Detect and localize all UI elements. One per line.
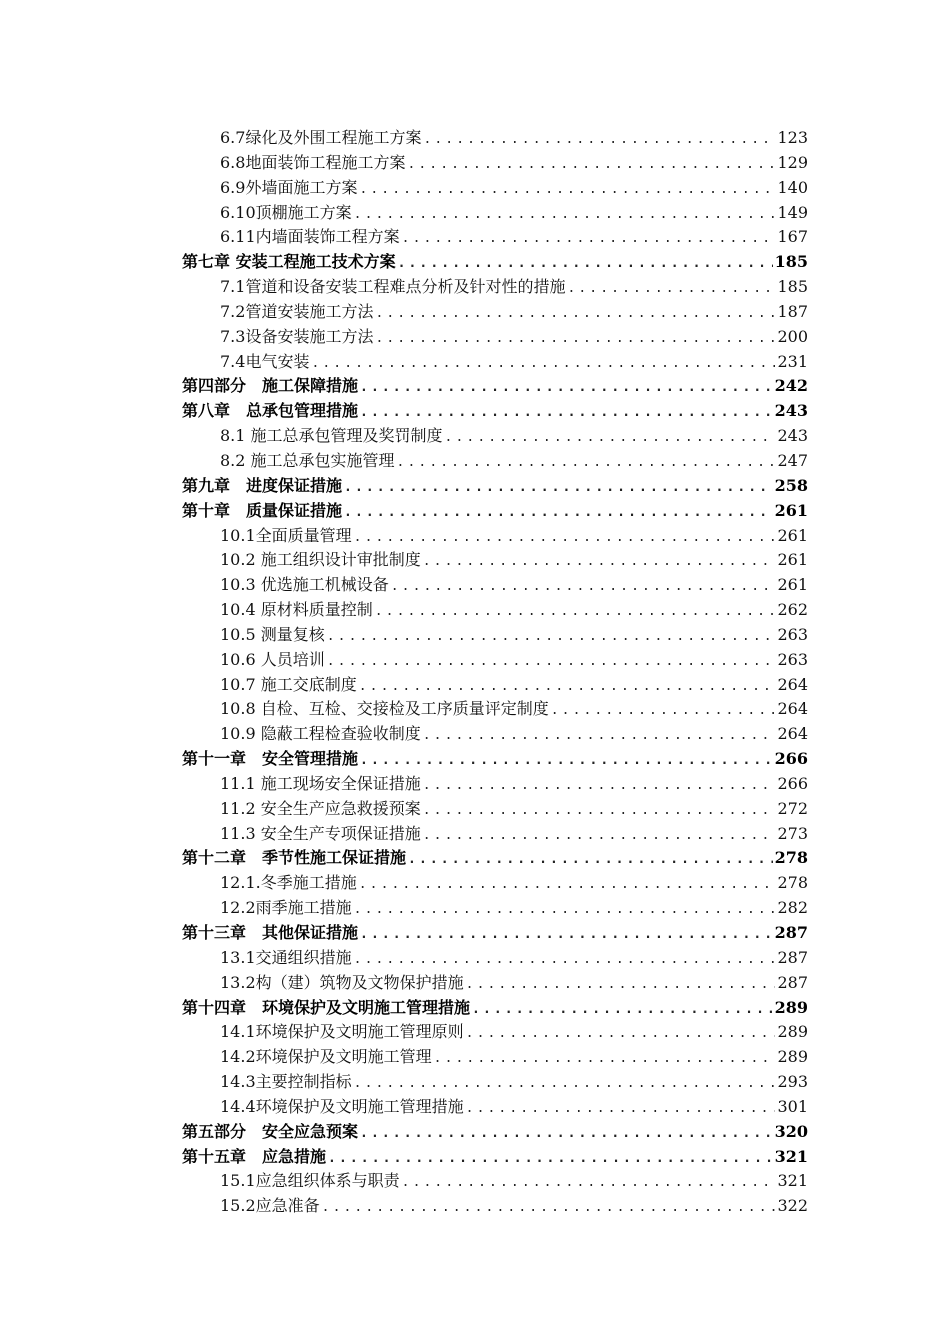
toc-dot-leader xyxy=(360,923,773,948)
toc-entry-title: 6.7绿化及外围工程施工方案 xyxy=(220,128,422,147)
toc-dot-leader xyxy=(423,550,776,575)
toc-dot-leader xyxy=(402,1171,776,1196)
toc-entry-title: 第七章 安装工程施工技术方案 xyxy=(182,252,396,272)
toc-dot-leader xyxy=(423,824,776,849)
toc-section-entry[interactable] xyxy=(182,946,808,971)
toc-section-entry[interactable] xyxy=(182,1169,808,1194)
toc-page-number: 231 xyxy=(777,351,808,371)
toc-entry-title: 7.1管道和设备安装工程难点分析及针对性的措施 xyxy=(220,277,566,297)
toc-entry-title: 6.9外墙面施工方案 xyxy=(220,177,358,197)
toc-page-number: 266 xyxy=(777,773,808,793)
toc-page-number: 320 xyxy=(774,1121,808,1141)
toc-dot-leader xyxy=(354,898,776,923)
toc-dot-leader xyxy=(354,526,776,551)
toc-section-entry[interactable] xyxy=(182,722,808,747)
toc-entry-title: 12.2雨季施工措施 xyxy=(220,898,352,918)
toc-page-number: 264 xyxy=(777,674,808,694)
toc-entry-title: 10.8 自检、互检、交接检及工序质量评定制度 xyxy=(220,699,549,719)
toc-entry-title: 6.10顶棚施工方案 xyxy=(220,202,352,222)
toc-page-number: 247 xyxy=(777,450,808,470)
toc-entry-title: 15.1应急组织体系与职责 xyxy=(220,1171,400,1191)
toc-section-entry[interactable] xyxy=(182,524,808,549)
toc-dot-leader xyxy=(551,699,776,724)
toc-page-number: 261 xyxy=(777,525,808,545)
toc-dot-leader xyxy=(391,575,776,600)
toc-entry-title: 14.3主要控制指标 xyxy=(220,1072,352,1092)
toc-page-number: 243 xyxy=(777,426,808,446)
toc-page-number: 187 xyxy=(777,301,808,321)
toc-dot-leader xyxy=(407,153,775,178)
toc-page-number: 264 xyxy=(777,699,808,719)
toc-page-number: 258 xyxy=(774,475,808,495)
toc-dot-leader xyxy=(360,401,773,426)
toc-page-number: 149 xyxy=(777,202,808,222)
toc-entry-title: 7.2管道安装施工方法 xyxy=(220,301,374,321)
toc-page-number: 278 xyxy=(774,848,808,868)
toc-entry-title: 10.3 优选施工机械设备 xyxy=(220,575,389,595)
toc-entry-title: 10.7 施工交底制度 xyxy=(220,674,357,694)
toc-page-number: 167 xyxy=(777,227,808,247)
toc-section-entry[interactable] xyxy=(182,225,808,250)
toc-chapter-entry[interactable] xyxy=(182,499,808,524)
toc-dot-leader xyxy=(408,848,773,873)
toc-chapter-entry[interactable] xyxy=(182,250,808,275)
toc-entry-title: 11.1 施工现场安全保证措施 xyxy=(220,773,421,793)
toc-chapter-entry[interactable] xyxy=(182,747,808,772)
toc-dot-leader xyxy=(402,227,776,252)
toc-dot-leader xyxy=(360,749,773,774)
toc-dot-leader xyxy=(360,1122,773,1147)
toc-entry-title: 6.8地面装饰工程施工方案 xyxy=(220,152,406,172)
toc-entry-title: 7.3设备安装施工方法 xyxy=(220,326,374,346)
toc-dot-leader xyxy=(567,277,775,302)
toc-entry-title: 10.2 施工组织设计审批制度 xyxy=(220,550,421,570)
toc-dot-leader xyxy=(344,501,773,526)
toc-chapter-entry[interactable] xyxy=(182,474,808,499)
toc-page-number: 140 xyxy=(777,177,808,197)
toc-dot-leader xyxy=(397,451,776,476)
toc-section-entry[interactable] xyxy=(182,176,808,201)
toc-entry-title: 14.2环境保护及文明施工管理 xyxy=(220,1047,432,1067)
toc-entry-title: 7.4电气安装 xyxy=(220,351,310,371)
toc-chapter-entry[interactable] xyxy=(182,846,808,871)
toc-entry-title: 8.2 施工总承包实施管理 xyxy=(220,450,395,470)
toc-page-number: 266 xyxy=(774,749,808,769)
toc-entry-title: 10.6 人员培训 xyxy=(220,649,325,669)
toc-page-number: 262 xyxy=(777,600,808,620)
toc-section-entry[interactable] xyxy=(182,896,808,921)
toc-page-number: 129 xyxy=(777,152,808,172)
toc-dot-leader xyxy=(466,1022,776,1047)
toc-page-number: 289 xyxy=(777,1022,808,1042)
toc-chapter-entry[interactable] xyxy=(182,374,808,399)
toc-page-number: 289 xyxy=(777,1047,808,1067)
toc-entry-title: 15.2应急准备 xyxy=(220,1196,320,1216)
toc-page-number: 263 xyxy=(777,624,808,644)
toc-entry-title: 第五部分 安全应急预案 xyxy=(182,1121,359,1141)
toc-page-number: 185 xyxy=(774,252,808,272)
toc-page-number: 322 xyxy=(777,1196,808,1216)
toc-section-entry[interactable] xyxy=(182,1045,808,1070)
toc-dot-leader xyxy=(423,799,776,824)
toc-section-entry[interactable] xyxy=(182,424,808,449)
toc-section-entry[interactable] xyxy=(182,1095,808,1120)
toc-page-number: 261 xyxy=(774,500,808,520)
toc-entry-title: 第十四章 环境保护及文明施工管理措施 xyxy=(182,997,471,1017)
toc-page-number: 287 xyxy=(777,972,808,992)
toc-entry-title: 10.9 隐蔽工程检查验收制度 xyxy=(220,724,421,744)
toc-section-entry[interactable] xyxy=(182,623,808,648)
toc-entry-title: 第十一章 安全管理措施 xyxy=(182,749,359,769)
toc-section-entry[interactable] xyxy=(182,822,808,847)
toc-dot-leader xyxy=(375,302,775,327)
toc-section-entry[interactable] xyxy=(182,325,808,350)
toc-entry-title: 11.2 安全生产应急救援预案 xyxy=(220,798,421,818)
toc-entry-title: 10.1全面质量管理 xyxy=(220,525,352,545)
toc-page-number: 243 xyxy=(774,401,808,421)
toc-entry-title: 8.1 施工总承包管理及奖罚制度 xyxy=(220,426,443,446)
toc-dot-leader xyxy=(359,178,775,203)
toc-entry-title: 10.5 测量复核 xyxy=(220,624,325,644)
toc-section-entry[interactable] xyxy=(182,772,808,797)
toc-dot-leader xyxy=(322,1196,776,1221)
toc-page-number: 123 xyxy=(777,128,808,147)
toc-entry-title: 11.3 安全生产专项保证措施 xyxy=(220,823,421,843)
toc-entry-title: 13.1交通组织措施 xyxy=(220,947,352,967)
toc-entry-title: 14.1环境保护及文明施工管理原则 xyxy=(220,1022,464,1042)
toc-section-entry[interactable] xyxy=(182,1020,808,1045)
toc-page-number: 261 xyxy=(777,575,808,595)
toc-section-entry[interactable] xyxy=(182,673,808,698)
toc-page-number: 287 xyxy=(777,947,808,967)
toc-dot-leader xyxy=(423,774,776,799)
toc-dot-leader xyxy=(327,650,776,675)
toc-chapter-entry[interactable] xyxy=(182,921,808,946)
toc-dot-leader xyxy=(423,724,776,749)
toc-dot-leader xyxy=(311,352,775,377)
toc-entry-title: 13.2构（建）筑物及文物保护措施 xyxy=(220,972,464,992)
toc-section-entry[interactable] xyxy=(182,648,808,673)
toc-page-number: 293 xyxy=(777,1072,808,1092)
toc-page-number: 287 xyxy=(774,923,808,942)
toc-section-entry[interactable] xyxy=(182,598,808,623)
toc-section-entry[interactable] xyxy=(182,201,808,226)
toc-entry-title: 第十三章 其他保证措施 xyxy=(182,923,359,942)
toc-section-entry[interactable] xyxy=(182,797,808,822)
toc-dot-leader xyxy=(354,948,776,973)
toc-page-number: 200 xyxy=(777,326,808,346)
toc-chapter-entry[interactable] xyxy=(182,399,808,424)
toc-page-number: 264 xyxy=(777,724,808,744)
toc-entry-title: 12.1.冬季施工措施 xyxy=(220,873,357,893)
toc-section-entry[interactable] xyxy=(182,548,808,573)
toc-page-number: 282 xyxy=(777,898,808,918)
toc-entry-title: 第十章 质量保证措施 xyxy=(182,500,343,520)
toc-page-number: 185 xyxy=(777,277,808,297)
toc-section-entry[interactable] xyxy=(182,126,808,151)
toc-section-entry[interactable] xyxy=(182,300,808,325)
toc-section-entry[interactable] xyxy=(182,151,808,176)
toc-dot-leader xyxy=(445,426,776,451)
toc-page-number: 289 xyxy=(774,997,808,1017)
toc-page-number: 278 xyxy=(777,873,808,893)
toc-dot-leader xyxy=(375,600,776,625)
toc-page-number: 321 xyxy=(774,1146,808,1166)
toc-entry-title: 第四部分 施工保障措施 xyxy=(182,376,359,396)
toc-dot-leader xyxy=(360,376,773,401)
toc-page-number: 321 xyxy=(777,1171,808,1191)
toc-dot-leader xyxy=(327,625,776,650)
toc-dot-leader xyxy=(354,203,776,228)
toc-page-number: 242 xyxy=(774,376,808,396)
toc-page-number: 272 xyxy=(777,798,808,818)
toc-page-number: 263 xyxy=(777,649,808,669)
toc-dot-leader xyxy=(328,1147,773,1172)
toc-entry-title: 6.11内墙面装饰工程方案 xyxy=(220,227,400,247)
toc-dot-leader xyxy=(359,675,776,700)
toc-entry-title: 第九章 进度保证措施 xyxy=(182,475,343,495)
toc-section-entry[interactable] xyxy=(182,871,808,896)
toc-page-number: 301 xyxy=(777,1096,808,1116)
toc-section-entry[interactable] xyxy=(182,573,808,598)
toc-section-entry[interactable] xyxy=(182,350,808,375)
toc-dot-leader xyxy=(423,128,775,153)
toc-chapter-entry[interactable] xyxy=(182,996,808,1021)
toc-dot-leader xyxy=(472,998,773,1023)
table-of-contents xyxy=(182,126,808,1219)
toc-dot-leader xyxy=(359,873,776,898)
toc-dot-leader xyxy=(466,1097,776,1122)
toc-entry-title: 14.4环境保护及文明施工管理措施 xyxy=(220,1096,464,1116)
toc-page-number: 273 xyxy=(777,823,808,843)
toc-page-number: 261 xyxy=(777,550,808,570)
toc-entry-title: 第八章 总承包管理措施 xyxy=(182,401,359,421)
toc-dot-leader xyxy=(434,1047,776,1072)
toc-chapter-entry[interactable] xyxy=(182,1145,808,1170)
toc-entry-title: 10.4 原材料质量控制 xyxy=(220,600,373,620)
toc-dot-leader xyxy=(354,1072,776,1097)
toc-section-entry[interactable] xyxy=(182,1194,808,1219)
toc-dot-leader xyxy=(466,973,776,998)
toc-section-entry[interactable] xyxy=(182,1070,808,1095)
toc-dot-leader xyxy=(344,476,773,501)
toc-dot-leader xyxy=(375,327,775,352)
toc-entry-title: 第十二章 季节性施工保证措施 xyxy=(182,848,407,868)
toc-entry-title: 第十五章 应急措施 xyxy=(182,1146,327,1166)
toc-section-entry[interactable] xyxy=(182,449,808,474)
toc-section-entry[interactable] xyxy=(182,971,808,996)
toc-dot-leader xyxy=(398,252,773,277)
toc-chapter-entry[interactable] xyxy=(182,1120,808,1145)
toc-section-entry[interactable] xyxy=(182,697,808,722)
toc-section-entry[interactable] xyxy=(182,275,808,300)
